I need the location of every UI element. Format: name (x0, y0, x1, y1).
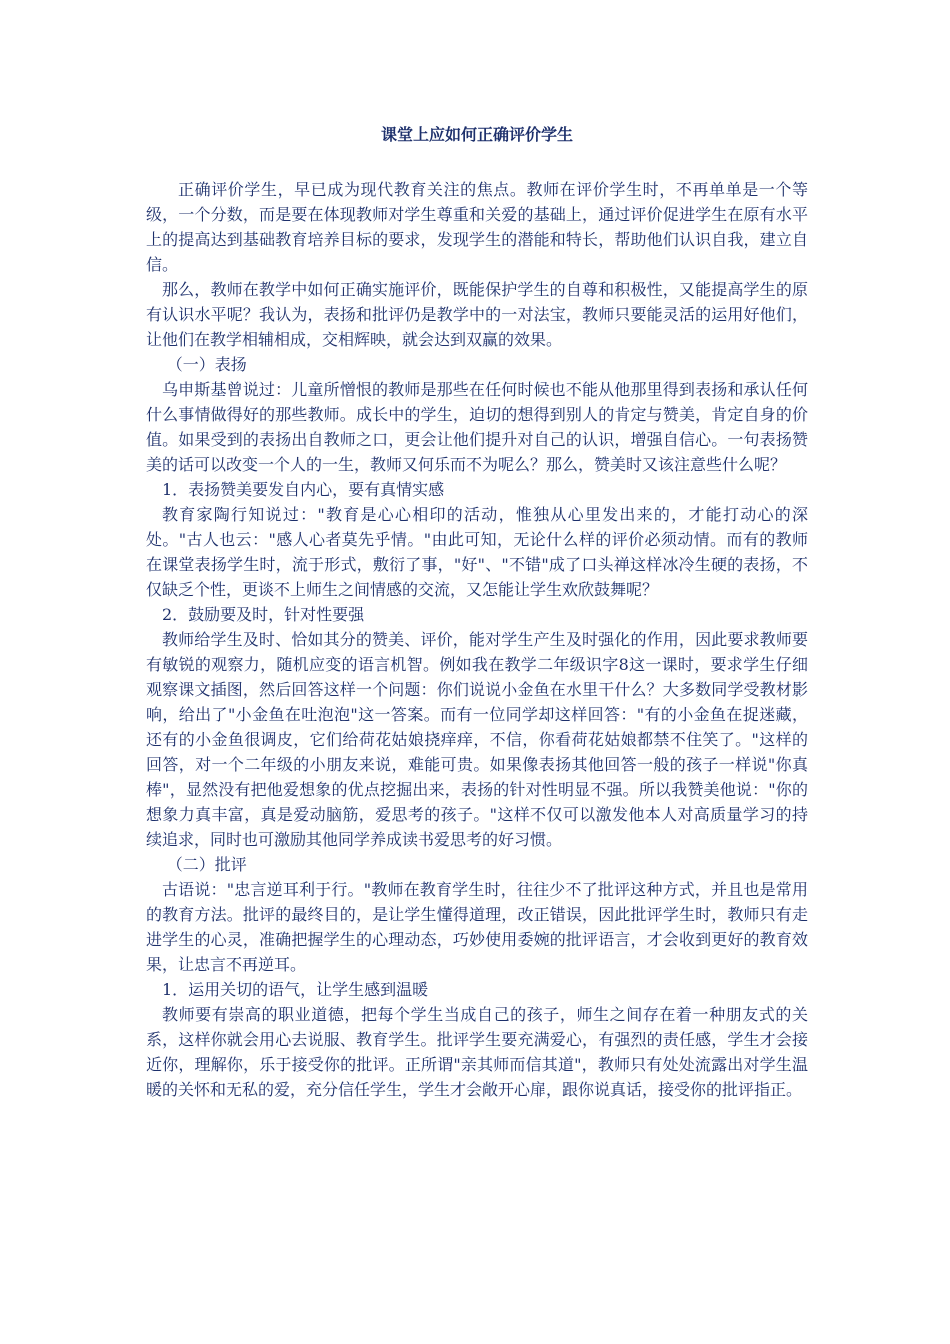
section-heading: （一）表扬 (166, 355, 247, 374)
paragraph: 1．运用关切的语气，让学生感到温暖 (162, 980, 429, 999)
paragraph: 古语说："忠言逆耳利于行。"教师在教育学生时，往往少不了批评这种方式，并且也是常用的教育方法。批评的最终目的，是让学生懂得道理，改正错误，因此批评学生时，教师只有走进学生的心灵，准确把握学生的心理动态，巧妙使用委婉的批评语言，才会收到更好的教育效果，让忠言不再逆耳。 (146, 880, 808, 974)
document-body (146, 177, 808, 1102)
paragraph: 教师给学生及时、恰如其分的赞美、评价，能对学生产生及时强化的作用，因此要求教师要有敏锐的观察力，随机应变的语言机智。例如我在教学二年级识字8这一课时，要求学生仔细观察课文插图，然后回答这样一个问题：你们说说小金鱼在水里干什么？大多数同学受教材影响，给出了"小金鱼在吐泡泡"这一答案。而有一位同学却这样回答："有的小金鱼在捉迷藏，还有的小金鱼很调皮，它们给荷花姑娘挠痒痒，不信，你看荷花姑娘都禁不住笑了。"这样的回答，对一个二年级的小朋友来说，难能可贵。如果像表扬其他回答一般的孩子一样说"你真棒"，显然没有把他爱想象的优点挖掘出来，表扬的针对性明显不强。所以我赞美他说："你的想象力真丰富，真是爱动脑筋，爱思考的孩子。"这样不仅可以激发他本人对高质量学习的持续追求，同时也可激励其他同学养成读书爱思考的好习惯。 (146, 630, 808, 849)
paragraph: 那么，教师在教学中如何正确实施评价，既能保护学生的自尊和积极性，又能提高学生的原有认识水平呢？我认为，表扬和批评仍是教学中的一对法宝，教师只要能灵活的运用好他们，让他们在教学相辅相成，交相辉映，就会达到双赢的效果。 (146, 280, 808, 349)
paragraph: 教师要有崇高的职业道德，把每个学生当成自己的孩子，师生之间存在着一种朋友式的关系，这样你就会用心去说服、教育学生。批评学生要充满爱心，有强烈的责任感，学生才会接近你，理解你，乐于接受你的批评。正所谓"亲其师而信其道"，教师只有处处流露出对学生温暖的关怀和无私的爱，充分信任学生，学生才会敞开心扉，跟你说真话，接受你的批评指正。 (146, 1005, 808, 1099)
paragraph: 2．鼓励要及时，针对性要强 (162, 605, 365, 624)
paragraph: 1．表扬赞美要发自内心，要有真情实感 (162, 480, 445, 499)
paragraph: 乌申斯基曾说过：儿童所憎恨的教师是那些在任何时候也不能从他那里得到表扬和承认任何什么事情做得好的那些教师。成长中的学生，迫切的想得到别人的肯定与赞美，肯定自身的价值。如果受到的表扬出自教师之口，更会让他们提升对自己的认识，增强自信心。一句表扬赞美的话可以改变一个人的一生，教师又何乐而不为呢么？那么，赞美时又该注意些什么呢？ (146, 380, 808, 474)
document-title: 课堂上应如何正确评价学生 (380, 125, 573, 144)
document-page (146, 122, 808, 1102)
section-heading: （二）批评 (166, 855, 247, 874)
paragraph: 正确评价学生，早已成为现代教育关注的焦点。教师在评价学生时，不再单单是一个等级，一个分数，而是要在体现教师对学生尊重和关爱的基础上，通过评价促进学生在原有水平上的提高达到基础教育培养目标的要求，发现学生的潜能和特长，帮助他们认识自我，建立自信。 (146, 180, 808, 274)
paragraph: 教育家陶行知说过："教育是心心相印的活动，惟独从心里发出来的，才能打动心的深处。"古人也云："感人心者莫先乎情。"由此可知，无论什么样的评价必须动情。而有的教师在课堂表扬学生时，流于形式，敷衍了事，"好"、"不错"成了口头禅这样冰冷生硬的表扬，不仅缺乏个性，更谈不上师生之间情感的交流，又怎能让学生欢欣鼓舞呢？ (146, 505, 808, 599)
